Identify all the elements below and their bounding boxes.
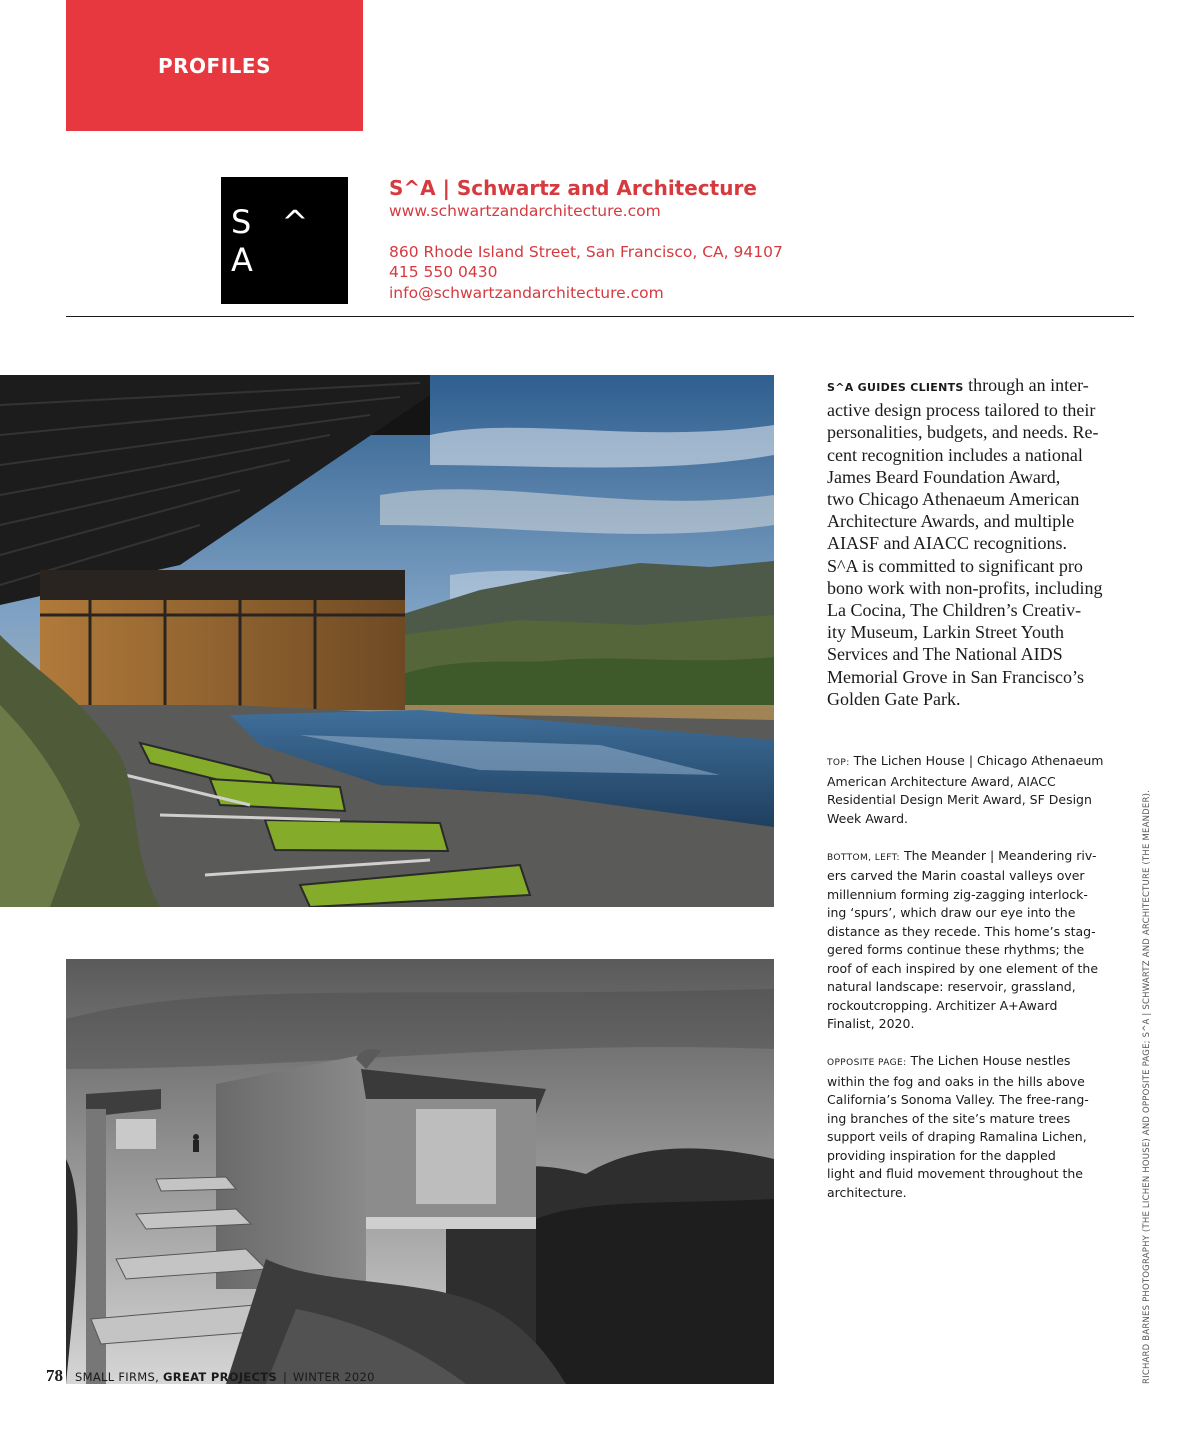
body-line: Memorial Grove in San Francisco’s — [827, 666, 1084, 687]
firm-logo — [221, 177, 348, 304]
caption-opposite-page: OPPOSITE PAGE: The Lichen House nestles within the fog and oaks in the hills above California’s Sonoma Valley. The free-rang- ing branches of the site’s mature trees support veils of draping Ramalina Lichen, providing inspiration for the dappled light and fluid movement throughout the architecture. — [827, 1053, 1089, 1200]
body-line: AIASF and AIACC recognitions. — [827, 533, 1067, 554]
page-footer — [46, 1366, 375, 1386]
section-tab — [66, 0, 363, 131]
profile-body — [827, 374, 1117, 710]
body-line: La Cocina, The Children’s Creativ- — [827, 600, 1082, 621]
caption-lead: TOP: — [827, 758, 850, 768]
body-line: Services and The National AIDS — [827, 644, 1063, 665]
body-line: bono work with non-profits, including — [827, 577, 1103, 598]
page-number: 78 — [46, 1366, 63, 1385]
body-line: personalities, budgets, and needs. Re- — [827, 422, 1099, 443]
body-line: cent recognition includes a national — [827, 444, 1083, 465]
body-line: Golden Gate Park. — [827, 688, 961, 709]
photo-credit: RICHARD BARNES PHOTOGRAPHY (THE LICHEN HOUSE) AND OPPOSITE PAGE; S^A | SCHWARTZ AND ARCHITECTURE (THE MEANDER). — [1142, 789, 1152, 1384]
caption-lead: BOTTOM, LEFT: — [827, 852, 900, 863]
firm-email-link[interactable]: info@schwartzandarchitecture.com — [389, 283, 664, 302]
body-line: two Chicago Athenaeum American — [827, 489, 1080, 510]
photo-captions — [827, 752, 1117, 1221]
publication-name-bold: GREAT PROJECTS — [163, 1370, 278, 1384]
body-line: James Beard Foundation Award, — [827, 466, 1061, 487]
firm-name: S^A | Schwartz and Architecture — [389, 176, 757, 200]
logo-text: S ^ A — [231, 202, 319, 279]
firm-phone: 415 550 0430 — [389, 263, 498, 281]
caption-lead: OPPOSITE PAGE: — [827, 1058, 907, 1068]
meander-render — [66, 959, 774, 1384]
body-line: Architecture Awards, and multiple — [827, 511, 1075, 532]
footer-separator: | — [283, 1370, 287, 1384]
body-lead: S^A GUIDES CLIENTS — [827, 381, 964, 394]
firm-contact — [389, 175, 783, 303]
issue-label: WINTER 2020 — [292, 1370, 375, 1384]
body-line: S^A GUIDES CLIENTS through an inter- — [827, 375, 1089, 395]
section-label: PROFILES — [158, 54, 271, 78]
firm-address: 860 Rhode Island Street, San Francisco, CA, 94107 — [389, 242, 783, 261]
caption-top: TOP: The Lichen House | Chicago Athenaeum American Architecture Award, AIACC Residential Design Merit Award, SF Design Week Award. — [827, 753, 1104, 826]
lichen-house-photo — [0, 375, 774, 907]
body-line: ity Museum, Larkin Street Youth — [827, 622, 1064, 643]
body-line: active design process tailored to their — [827, 400, 1096, 421]
firm-website-link[interactable]: www.schwartzandarchitecture.com — [389, 202, 661, 220]
caption-bottom-left: BOTTOM, LEFT: The Meander | Meandering riv- ers carved the Marin coastal valleys over millennium forming zig-zagging interlock- ing ‘spurs’, which draw our eye into the distance as they recede. This home’s stag- gered forms continue these rhythms; the roof of each inspired by one element of the natural landscape: reservoir, grassland, rockoutcropping. Architizer A+Award Finalist, 2020. — [827, 847, 1099, 1031]
publication-name: SMALL FIRMS, — [75, 1370, 160, 1384]
body-line: S^A is committed to significant pro — [827, 555, 1083, 576]
header-divider — [66, 316, 1134, 317]
